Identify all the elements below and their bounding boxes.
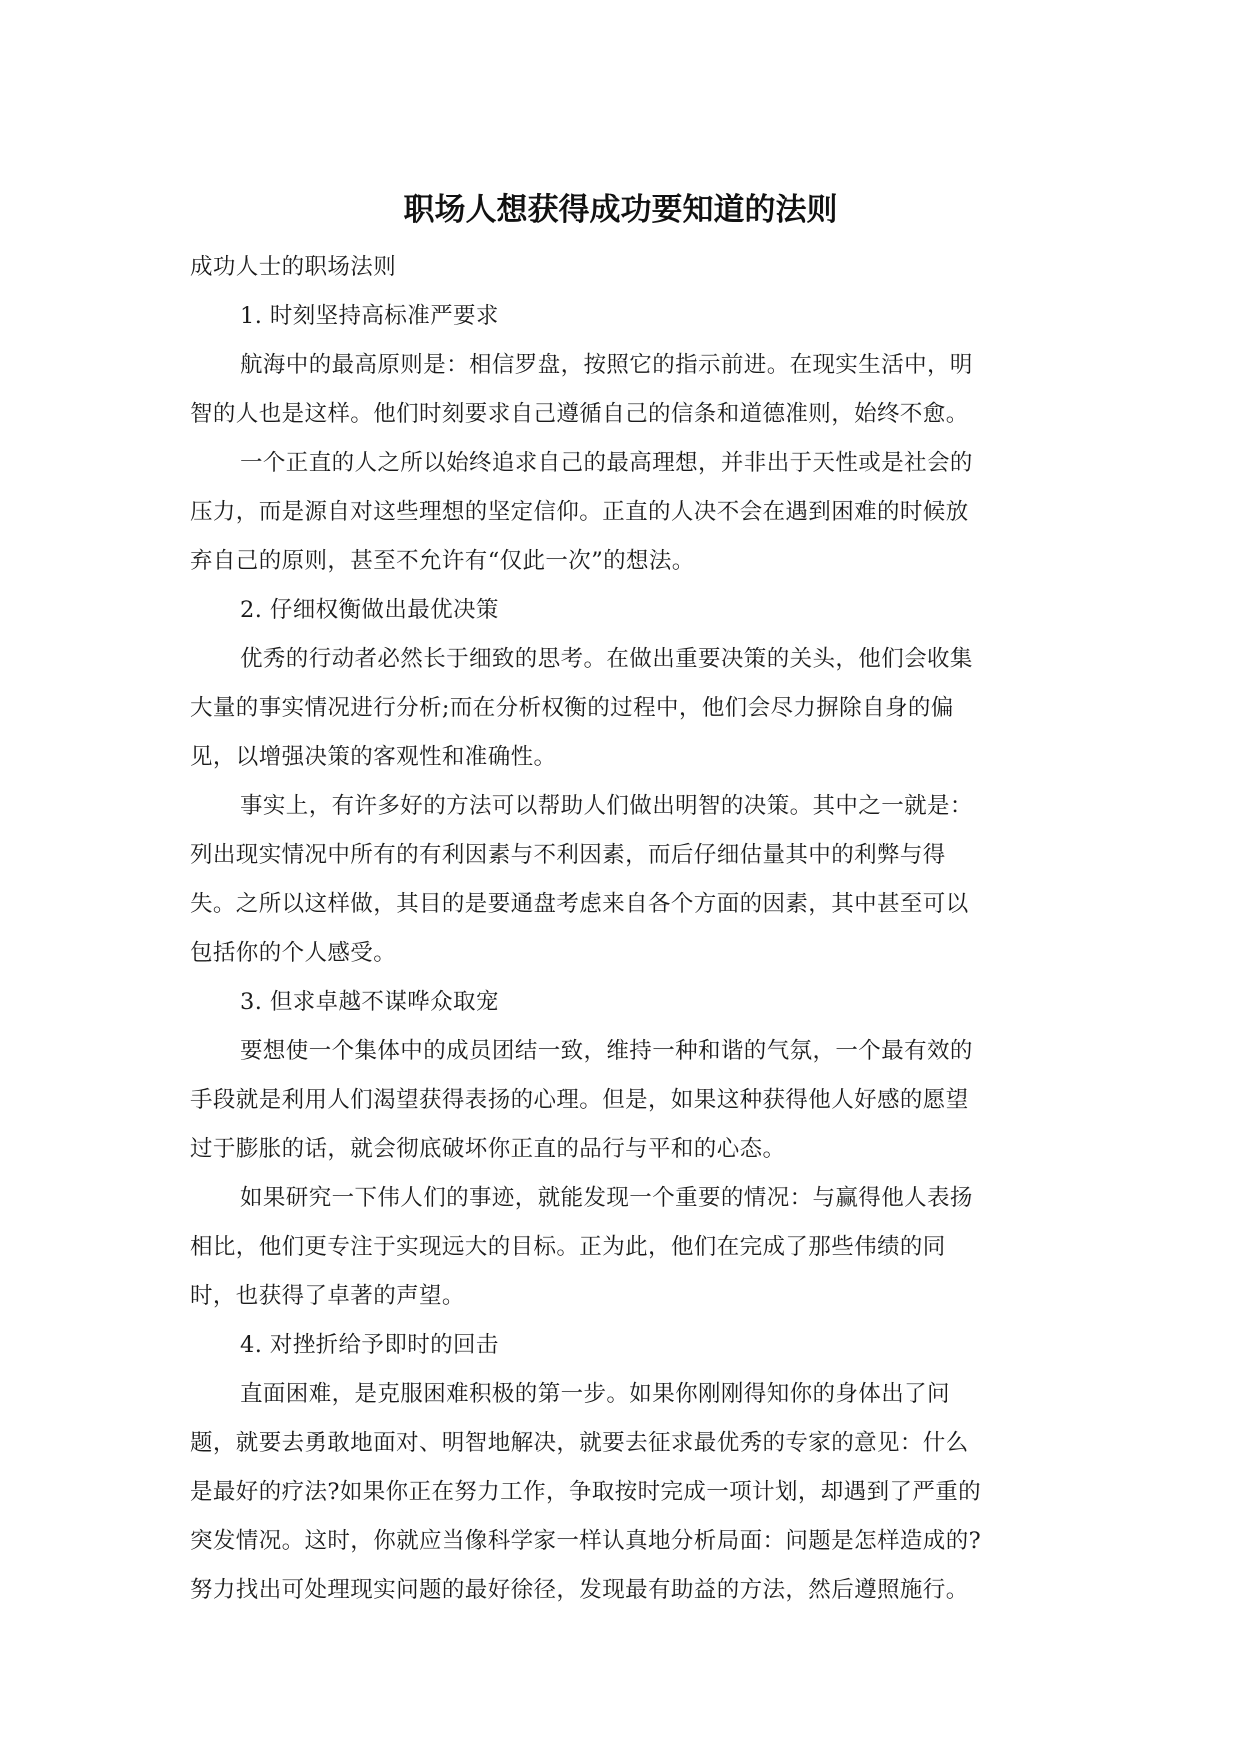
text-line: 3. 但求卓越不谋哗众取宠	[240, 989, 499, 1015]
text-line: 列出现实情况中所有的有利因素与不利因素，而后仔细估量其中的利弊与得	[190, 842, 946, 868]
text-line: 智的人也是这样。他们时刻要求自己遵循自己的信条和道德准则，始终不愈。	[190, 401, 969, 427]
text-line: 要想使一个集体中的成员团结一致，维持一种和谐的气氛，一个最有效的	[240, 1038, 973, 1064]
document-body	[190, 252, 1060, 1624]
text-line: 过于膨胀的话，就会彻底破坏你正直的品行与平和的心态。	[190, 1136, 786, 1162]
text-line: 1. 时刻坚持高标准严要求	[240, 303, 499, 329]
text-line: 一个正直的人之所以始终追求自己的最高理想，并非出于天性或是社会的	[240, 450, 973, 476]
text-line: 题，就要去勇敢地面对、明智地解决，就要去征求最优秀的专家的意见：什么	[190, 1430, 969, 1456]
text-line: 努力找出可处理现实问题的最好徐径，发现最有助益的方法，然后遵照施行。	[190, 1577, 969, 1603]
text-line: 弃自己的原则，甚至不允许有“仅此一次”的想法。	[190, 548, 695, 574]
text-line: 突发情况。这时，你就应当像科学家一样认真地分析局面：问题是怎样造成的?	[190, 1528, 982, 1554]
text-line: 是最好的疗法?如果你正在努力工作，争取按时完成一项计划，却遇到了严重的	[190, 1479, 982, 1505]
text-line: 时，也获得了卓著的声望。	[190, 1283, 465, 1309]
text-line: 成功人士的职场法则	[190, 254, 397, 280]
text-line: 包括你的个人感受。	[190, 940, 397, 966]
text-line: 压力，而是源自对这些理想的坚定信仰。正直的人决不会在遇到困难的时候放	[190, 499, 969, 525]
text-line: 直面困难，是克服困难积极的第一步。如果你刚刚得知你的身体出了问	[240, 1381, 950, 1407]
text-line: 大量的事实情况进行分析;而在分析权衡的过程中，他们会尽力摒除自身的偏	[190, 695, 954, 721]
text-line: 见，以增强决策的客观性和准确性。	[190, 744, 557, 770]
document-title: 职场人想获得成功要知道的法则	[403, 192, 838, 228]
text-line: 航海中的最高原则是：相信罗盘，按照它的指示前进。在现实生活中，明	[240, 352, 973, 378]
text-line: 相比，他们更专注于实现远大的目标。正为此，他们在完成了那些伟绩的同	[190, 1234, 946, 1260]
text-line: 2. 仔细权衡做出最优决策	[240, 597, 499, 623]
text-line: 4. 对挫折给予即时的回击	[240, 1332, 499, 1358]
text-line: 如果研究一下伟人们的事迹，就能发现一个重要的情况：与赢得他人表扬	[240, 1185, 973, 1211]
text-line: 优秀的行动者必然长于细致的思考。在做出重要决策的关头，他们会收集	[240, 646, 973, 672]
text-line: 手段就是利用人们渴望获得表扬的心理。但是，如果这种获得他人好感的愿望	[190, 1087, 969, 1113]
text-line: 事实上，有许多好的方法可以帮助人们做出明智的决策。其中之一就是：	[240, 793, 973, 819]
text-line: 失。之所以这样做，其目的是要通盘考虑来自各个方面的因素，其中甚至可以	[190, 891, 969, 917]
